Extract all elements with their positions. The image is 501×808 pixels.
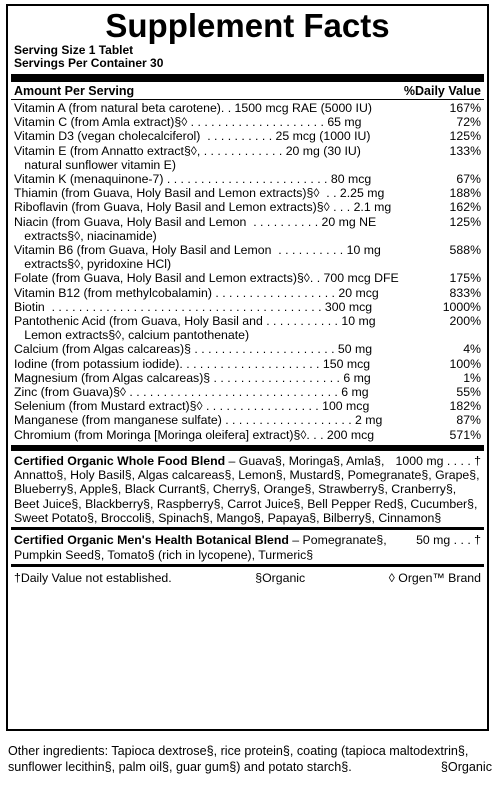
nutrient-name: Biotin . . . . . . . . . . . . . . . . . . . . . . . . . . . . . . . . . . . . . . . . 300 mcg <box>14 299 373 314</box>
nutrient-row <box>14 371 481 385</box>
nutrient-row <box>14 172 481 186</box>
nutrient-name: Vitamin B6 (from Guava, Holy Basil and Lemon . . . . . . . . . . 10 mg extracts§◊, pyridoxine HCl) <box>14 243 381 272</box>
nutrient-daily-value: 133% <box>449 143 481 158</box>
nutrient-name: Thiamin (from Guava, Holy Basil and Lemon extracts)§◊ . . 2.25 mg <box>14 186 385 201</box>
nutrient-row <box>14 243 481 271</box>
daily-value-label: %Daily Value <box>403 84 481 98</box>
other-organic-note: §Organic <box>440 760 492 774</box>
table-header <box>12 82 483 99</box>
nutrient-daily-value: 571% <box>449 427 481 442</box>
mens-health-blend-title: Certified Organic Men's Health Botanical Blend <box>14 533 289 548</box>
nutrient-name: Vitamin K (menaquinone-7) . . . . . . . . . . . . . . . . . . . . . . . . 80 mcg <box>14 172 372 187</box>
nutrient-daily-value: 588% <box>449 243 481 258</box>
nutrient-name: Riboflavin (from Guava, Holy Basil and Lemon extracts)§◊ . . . 2.1 mg <box>14 200 392 215</box>
mens-health-blend-ingredients: – Pomegranate§, Pumpkin Seed§, Tomato§ (rich in lycopene), Turmeric§ <box>14 533 387 562</box>
nutrient-daily-value: 4% <box>463 342 481 357</box>
whole-food-blend-title: Certified Organic Whole Food Blend <box>14 453 226 468</box>
other-ingredients <box>8 743 492 775</box>
thick-divider <box>11 74 484 82</box>
whole-food-blend <box>12 451 483 527</box>
nutrient-name: Vitamin E (from Annatto extract§◊, . . . . . . . . . . . . 20 mg (30 IU) natural sunflower vitamin E) <box>14 143 361 172</box>
mens-health-blend <box>12 530 483 564</box>
organic-footnote: §Organic <box>255 570 306 585</box>
nutrient-name: Vitamin C (from Amla extract)§◊ . . . . . . . . . . . . . . . . . . . . 65 mg <box>14 115 362 130</box>
nutrient-row <box>14 186 481 200</box>
nutrient-name: Magnesium (from Algas calcareas)§ . . . . . . . . . . . . . . . . . . . 6 mg <box>14 370 371 385</box>
nutrient-name: Folate (from Guava, Holy Basil and Lemon extracts)§◊. . 700 mcg DFE <box>14 271 399 286</box>
nutrient-name: Chromium (from Moringa [Moringa oleifera] extract)§◊. . . 200 mcg <box>14 427 375 442</box>
footnotes <box>12 567 483 588</box>
other-ingredients-text: Other ingredients: Tapioca dextrose§, rice protein§, coating (tapioca maltodextrin§, sunflower lecithin§, palm oil§, guar gum§) and potato starch§. <box>8 744 469 774</box>
nutrient-row <box>14 286 481 300</box>
nutrient-row <box>14 115 481 129</box>
nutrient-daily-value: 1000% <box>442 299 481 314</box>
nutrient-row <box>14 129 481 143</box>
nutrient-row <box>14 200 481 214</box>
nutrient-daily-value: 200% <box>449 314 481 329</box>
daily-value-footnote: †Daily Value not established. <box>14 570 172 585</box>
nutrient-name: Pantothenic Acid (from Guava, Holy Basil and . . . . . . . . . . . 10 mg Lemon extracts§◊, calcium pantothenate) <box>14 314 376 343</box>
nutrient-name: Niacin (from Guava, Holy Basil and Lemon . . . . . . . . . . 20 mg NE extracts§◊, niacinamide) <box>14 214 377 243</box>
serving-size: Serving Size 1 Tablet <box>14 43 134 57</box>
nutrient-daily-value: 125% <box>449 129 481 144</box>
nutrient-daily-value: 182% <box>449 399 481 414</box>
nutrient-name: Vitamin A (from natural beta carotene). . 1500 mcg RAE (5000 IU) <box>14 101 372 115</box>
nutrient-daily-value: 72% <box>456 115 481 130</box>
nutrient-daily-value: 100% <box>449 356 481 371</box>
nutrient-row <box>14 428 481 442</box>
nutrient-list <box>12 100 483 442</box>
nutrient-daily-value: 55% <box>456 385 481 400</box>
nutrient-daily-value: 833% <box>449 285 481 300</box>
nutrient-row <box>14 215 481 243</box>
amount-per-serving-label: Amount Per Serving <box>14 84 135 98</box>
nutrient-daily-value: 162% <box>449 200 481 215</box>
nutrient-row <box>14 314 481 342</box>
nutrient-row <box>14 271 481 285</box>
nutrient-row <box>14 385 481 399</box>
nutrient-row <box>14 399 481 413</box>
nutrient-daily-value: 188% <box>449 186 481 201</box>
whole-food-blend-amount: 1000 mg . . . . † <box>395 453 481 468</box>
supplement-facts-panel <box>6 4 489 731</box>
nutrient-row <box>14 342 481 356</box>
nutrient-daily-value: 167% <box>449 101 481 115</box>
mens-health-blend-amount: 50 mg . . . † <box>416 533 481 548</box>
whole-food-blend-ingredients: – Guava§, Moringa§, Amla§, Annatto§, Holy Basil§, Algas calcareas§, Lemon§, Mustard§, Pomegranate§, Grape§, Blueberry§, Apple§, Black Currant§, Cherry§, Orange§, Strawberry§, Cranberry§, Beet Juice§, Blackberry§, Raspberry§, Carrot Juice§, Bell Pepper Red§, Cucumber§, Sweet Potato§, Broccoli§, Spinach§, Mango§, Papaya§, Bilberry§, Cinnamon§ <box>14 453 480 526</box>
orgen-footnote: ◊ Orgen™ Brand <box>388 570 481 585</box>
nutrient-daily-value: 1% <box>463 370 481 385</box>
nutrient-name: Selenium (from Mustard extract)§◊ . . . . . . . . . . . . . . . . . 100 mcg <box>14 399 370 414</box>
nutrient-daily-value: 67% <box>456 172 481 187</box>
nutrient-name: Vitamin D3 (vegan cholecalciferol) . . . . . . . . . . 25 mcg (1000 IU) <box>14 129 371 144</box>
nutrient-name: Calcium (from Algas calcareas)§ . . . . . . . . . . . . . . . . . . . . . 50 mg <box>14 342 373 357</box>
nutrient-row <box>14 413 481 427</box>
nutrient-daily-value: 175% <box>449 271 481 286</box>
nutrient-name: Zinc (from Guava)§◊ . . . . . . . . . . . . . . . . . . . . . . . . . . . . . . . 6 mg <box>14 385 369 400</box>
nutrient-name: Vitamin B12 (from methylcobalamin) . . . . . . . . . . . . . . . . . . 20 mcg <box>14 285 379 300</box>
nutrient-row <box>14 144 481 172</box>
nutrient-daily-value: 125% <box>449 214 481 229</box>
servings-per-container: Servings Per Container 30 <box>14 56 164 70</box>
nutrient-row <box>14 101 481 115</box>
nutrient-name: Iodine (from potassium iodide). . . . . . . . . . . . . . . . . . . . . 150 mcg <box>14 356 371 371</box>
nutrient-name: Manganese (from manganese sulfate) . . . . . . . . . . . . . . . . . . . 2 mg <box>14 413 383 428</box>
nutrient-daily-value: 87% <box>456 413 481 428</box>
panel-title: Supplement Facts <box>105 7 390 44</box>
nutrient-row <box>14 357 481 371</box>
nutrient-row <box>14 300 481 314</box>
